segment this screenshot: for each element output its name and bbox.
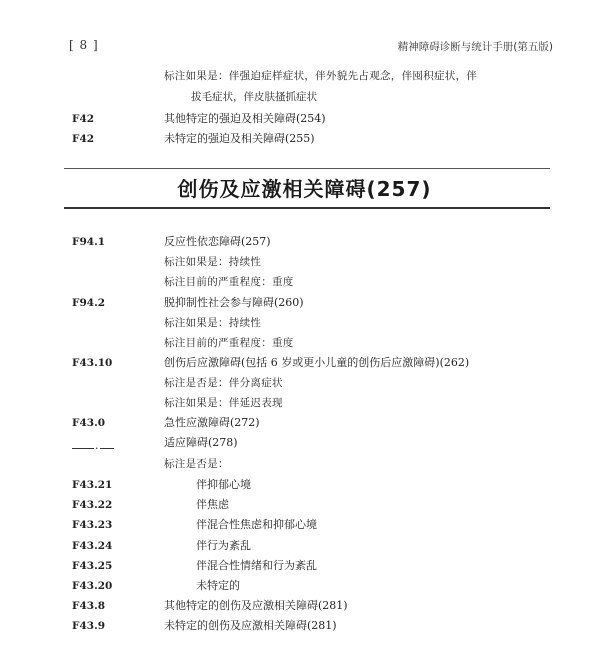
entry-row (0, 110, 609, 128)
diagnosis-name: 未特定的创伤及应激相关障碍(281) (164, 619, 337, 632)
diagnosis-code: F43.8 (72, 600, 106, 612)
specifier-row (0, 67, 609, 85)
section-title: 创伤及应激相关障碍(257) (177, 177, 432, 201)
subtype-row (0, 516, 609, 534)
diagnosis-name: 脱抑制性社会参与障碍(260) (164, 296, 304, 309)
subtype-row (0, 577, 609, 595)
diagnosis-code: F43.0 (72, 417, 106, 429)
subtype-name: 伴混合性焦虑和抑郁心境 (196, 518, 317, 531)
diagnosis-code: F43.10 (72, 357, 113, 369)
diagnosis-name: 反应性依恋障碍(257) (164, 235, 271, 248)
diagnosis-name: 其他特定的创伤及应激相关障碍(281) (164, 599, 348, 612)
entry-row (0, 233, 609, 251)
entry-row (0, 354, 609, 372)
entry-row (0, 597, 609, 615)
specifier-row (0, 394, 609, 412)
specifier-row (0, 314, 609, 332)
subtype-name: 未特定的 (196, 579, 240, 592)
specifier-row (0, 455, 609, 473)
running-title: 精神障碍诊断与统计手册(第五版) (397, 41, 553, 53)
diagnosis-code: F43.22 (72, 499, 113, 511)
diagnosis-code: F94.2 (72, 297, 106, 309)
specifier-text: 标注目前的严重程度：重度 (164, 276, 294, 288)
specifier-row (0, 334, 609, 352)
subtype-name: 伴混合性情绪和行为紊乱 (196, 559, 317, 572)
diagnosis-name: 创伤后应激障碍(包括 6 岁或更小儿童的创伤后应激障碍)(262) (164, 356, 470, 369)
specifier-text: 标注如果是：伴延迟表现 (164, 397, 283, 409)
diagnosis-code: F94.1 (72, 236, 106, 248)
subtype-row (0, 557, 609, 575)
subtype-row (0, 496, 609, 514)
specifier-text: 标注是否是： (164, 458, 229, 470)
specifier-row-continued (0, 88, 609, 106)
diagnosis-name: 适应障碍(278) (164, 436, 238, 449)
specifier-row (0, 273, 609, 291)
specifier-text: 拔毛症状，伴皮肤搔抓症状 (191, 91, 317, 103)
page-number: [ 8 ] (69, 38, 99, 52)
diagnosis-name: 急性应激障碍(272) (164, 416, 260, 429)
diagnosis-code: F42 (72, 113, 95, 125)
specifier-row (0, 374, 609, 392)
entry-row (0, 434, 609, 452)
code-blank: . (72, 441, 116, 449)
entry-row (0, 414, 609, 432)
specifier-text: 标注是否是：伴分离症状 (164, 377, 283, 389)
specifier-text: 标注目前的严重程度：重度 (164, 337, 294, 349)
subtype-row (0, 476, 609, 494)
subtype-name: 伴焦虑 (196, 498, 229, 511)
subtype-row (0, 537, 609, 555)
diagnosis-code: F43.20 (72, 580, 113, 592)
diagnosis-code: F43.21 (72, 479, 113, 491)
section-rule-top (64, 168, 550, 169)
section-rule-bottom (64, 207, 550, 209)
entry-row (0, 130, 609, 148)
subtype-name: 伴行为紊乱 (196, 539, 251, 552)
specifier-text: 标注如果是：持续性 (164, 317, 262, 329)
diagnosis-code: F43.25 (72, 560, 113, 572)
diagnosis-code: F43.24 (72, 540, 113, 552)
diagnosis-code: F43.23 (72, 519, 113, 531)
diagnosis-name: 未特定的强迫及相关障碍(255) (164, 132, 315, 145)
specifier-text: 标注如果是：持续性 (164, 256, 262, 268)
diagnosis-code: F43.9 (72, 620, 106, 632)
subtype-name: 伴抑郁心境 (196, 478, 251, 491)
specifier-row (0, 253, 609, 271)
diagnosis-name: 其他特定的强迫及相关障碍(254) (164, 112, 326, 125)
diagnosis-code: F42 (72, 133, 95, 145)
entry-row (0, 617, 609, 635)
entry-row (0, 294, 609, 312)
specifier-text: 标注如果是：伴强迫症样症状，伴外貌先占观念，伴囤积症状，伴 (164, 70, 478, 82)
